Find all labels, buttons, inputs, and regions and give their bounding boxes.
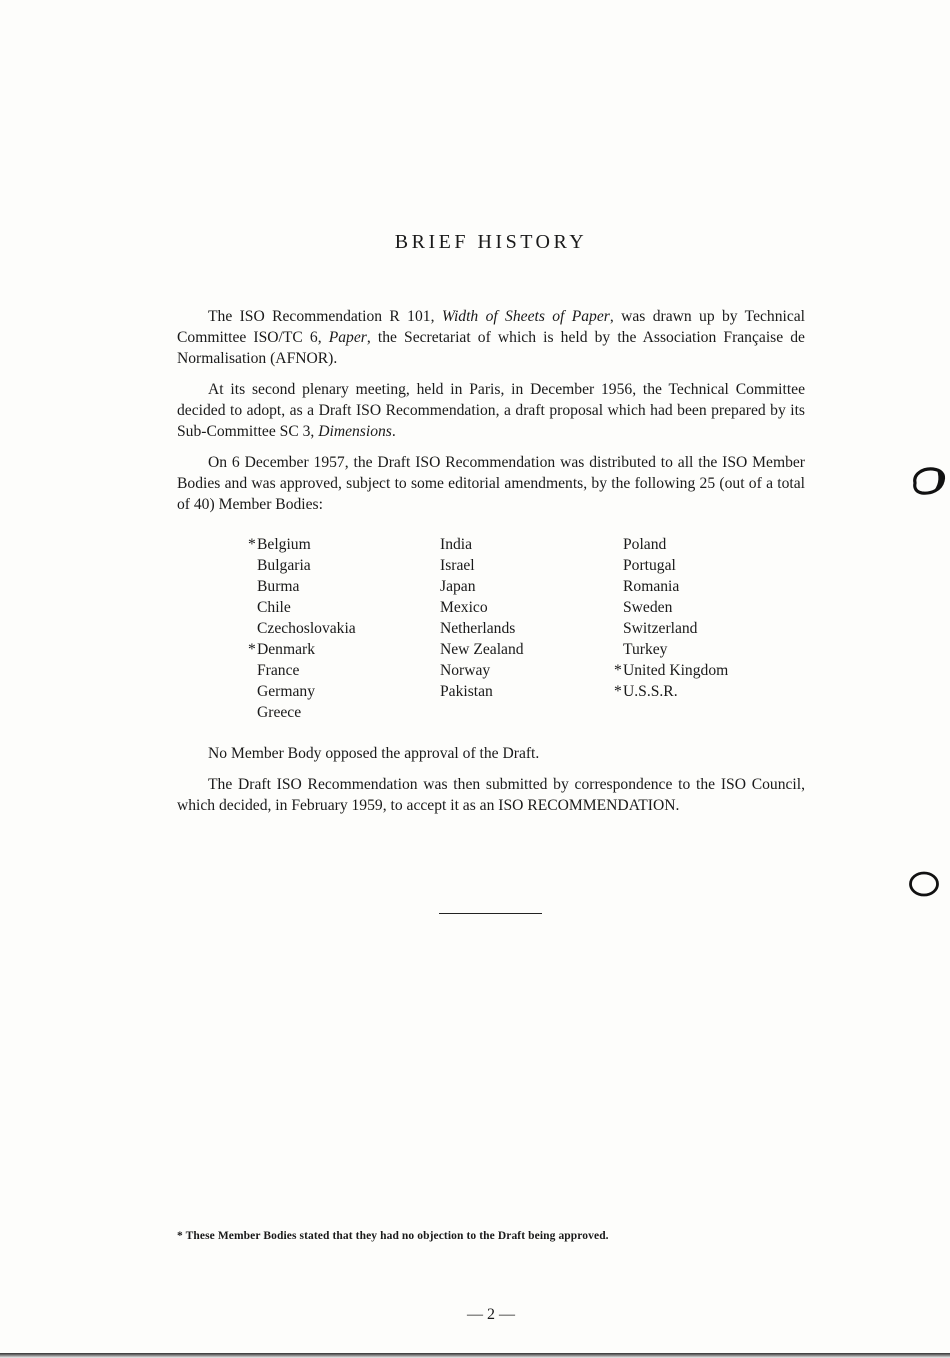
paragraph-plenary-subcommittee: Dimensions — [318, 423, 392, 440]
footnote-marker: * — [614, 683, 622, 700]
member-body-name: Poland — [623, 536, 667, 553]
member-body-name: Portugal — [623, 557, 676, 574]
member-body-item — [440, 681, 524, 702]
member-body-name: Mexico — [440, 599, 488, 616]
member-body-name: Greece — [257, 704, 302, 721]
page-title: BRIEF HISTORY — [394, 231, 588, 254]
paragraph-no-opposition: No Member Body opposed the approval of the Draft. — [208, 745, 540, 762]
closing-text — [177, 743, 805, 826]
member-body-name: Belgium — [257, 536, 311, 553]
section-divider — [439, 913, 542, 914]
member-body-name: Japan — [440, 578, 476, 595]
member-body-name: U.S.S.R. — [623, 683, 678, 700]
member-body-item — [623, 639, 728, 660]
member-body-item — [623, 618, 728, 639]
member-column-2 — [440, 534, 524, 702]
footnote: * These Member Bodies stated that they had no objection to the Draft being approved. — [177, 1230, 609, 1242]
member-body-name: Chile — [257, 599, 291, 616]
paragraph-distribution: On 6 December 1957, the Draft ISO Recommendation was distributed to all the ISO Member Bodies and was approved, subject to some editorial amendments, by the following 25 (out of a total of 40) Member Bodies: — [177, 454, 805, 513]
member-body-name: Denmark — [257, 641, 316, 658]
member-body-name: Burma — [257, 578, 300, 595]
member-body-name: Turkey — [623, 641, 668, 658]
member-body-item — [614, 681, 728, 702]
member-body-item — [257, 576, 356, 597]
footnote-marker: * — [248, 536, 256, 553]
scan-edge — [0, 1352, 950, 1358]
member-body-name: Pakistan — [440, 683, 493, 700]
member-body-item — [623, 597, 728, 618]
intro-text — [177, 306, 805, 525]
member-body-item — [440, 639, 524, 660]
paragraph-plenary-text-1: At its second plenary meeting, held in Paris, in December 1956, the Technical Committee decided to adopt, as a Draft ISO Recommendation, a draft proposal which had been prepared by its Sub-Committee SC 3, — [177, 381, 805, 440]
paragraph-origin-committee: Paper — [328, 329, 367, 346]
member-body-item — [248, 534, 356, 555]
member-body-name: India — [440, 536, 473, 553]
punch-hole-icon — [907, 869, 941, 899]
member-body-name: Netherlands — [440, 620, 516, 637]
paragraph-origin-text-1: The ISO Recommendation R 101, — [208, 308, 442, 325]
member-body-name: Israel — [440, 557, 475, 574]
member-column-1 — [248, 534, 356, 723]
member-body-item — [440, 576, 524, 597]
member-body-item — [248, 639, 356, 660]
member-body-item — [440, 597, 524, 618]
member-body-item — [257, 555, 356, 576]
member-column-3 — [614, 534, 729, 702]
member-body-item — [257, 597, 356, 618]
paragraph-origin — [177, 306, 805, 369]
member-body-item — [257, 660, 356, 681]
member-body-name: Romania — [623, 578, 680, 595]
member-body-item — [257, 681, 356, 702]
footnote-marker: * — [614, 662, 622, 679]
member-body-name: Bulgaria — [257, 557, 311, 574]
punch-hole-icon — [909, 466, 947, 496]
member-body-name: Czechoslovakia — [257, 620, 356, 637]
member-body-name: Switzerland — [623, 620, 698, 637]
member-body-item — [440, 555, 524, 576]
member-body-name: United Kingdom — [623, 662, 729, 679]
member-body-item — [257, 702, 356, 723]
member-body-name: France — [257, 662, 300, 679]
member-body-item — [257, 618, 356, 639]
member-body-item — [440, 534, 524, 555]
paragraph-origin-title: Width of Sheets of Paper — [441, 308, 610, 325]
member-body-name: Sweden — [623, 599, 673, 616]
member-body-name: New Zealand — [440, 641, 524, 658]
paragraph-origin-text-3: , the Secretariat of which is held by the Association Française de Normalisation (AFNOR). — [177, 329, 805, 367]
member-body-name: Norway — [440, 662, 491, 679]
paragraph-council-decision: The Draft ISO Recommendation was then submitted by correspondence to the ISO Council, which decided, in February 1959, to accept it as an ISO RECOMMENDATION. — [177, 776, 805, 814]
member-body-item — [623, 534, 728, 555]
member-body-name: Germany — [257, 683, 316, 700]
paragraph-origin-text-2: , was drawn up by Technical Committee ISO/TC 6, — [177, 308, 806, 346]
page-number: — 2 — — [467, 1306, 515, 1323]
member-body-item — [623, 555, 728, 576]
member-body-item — [440, 618, 524, 639]
paragraph-plenary-text-2: . — [391, 423, 396, 440]
member-body-item — [440, 660, 524, 681]
member-body-item — [614, 660, 729, 681]
footnote-marker: * — [248, 641, 256, 658]
member-body-item — [623, 576, 728, 597]
paragraph-plenary — [177, 379, 805, 442]
